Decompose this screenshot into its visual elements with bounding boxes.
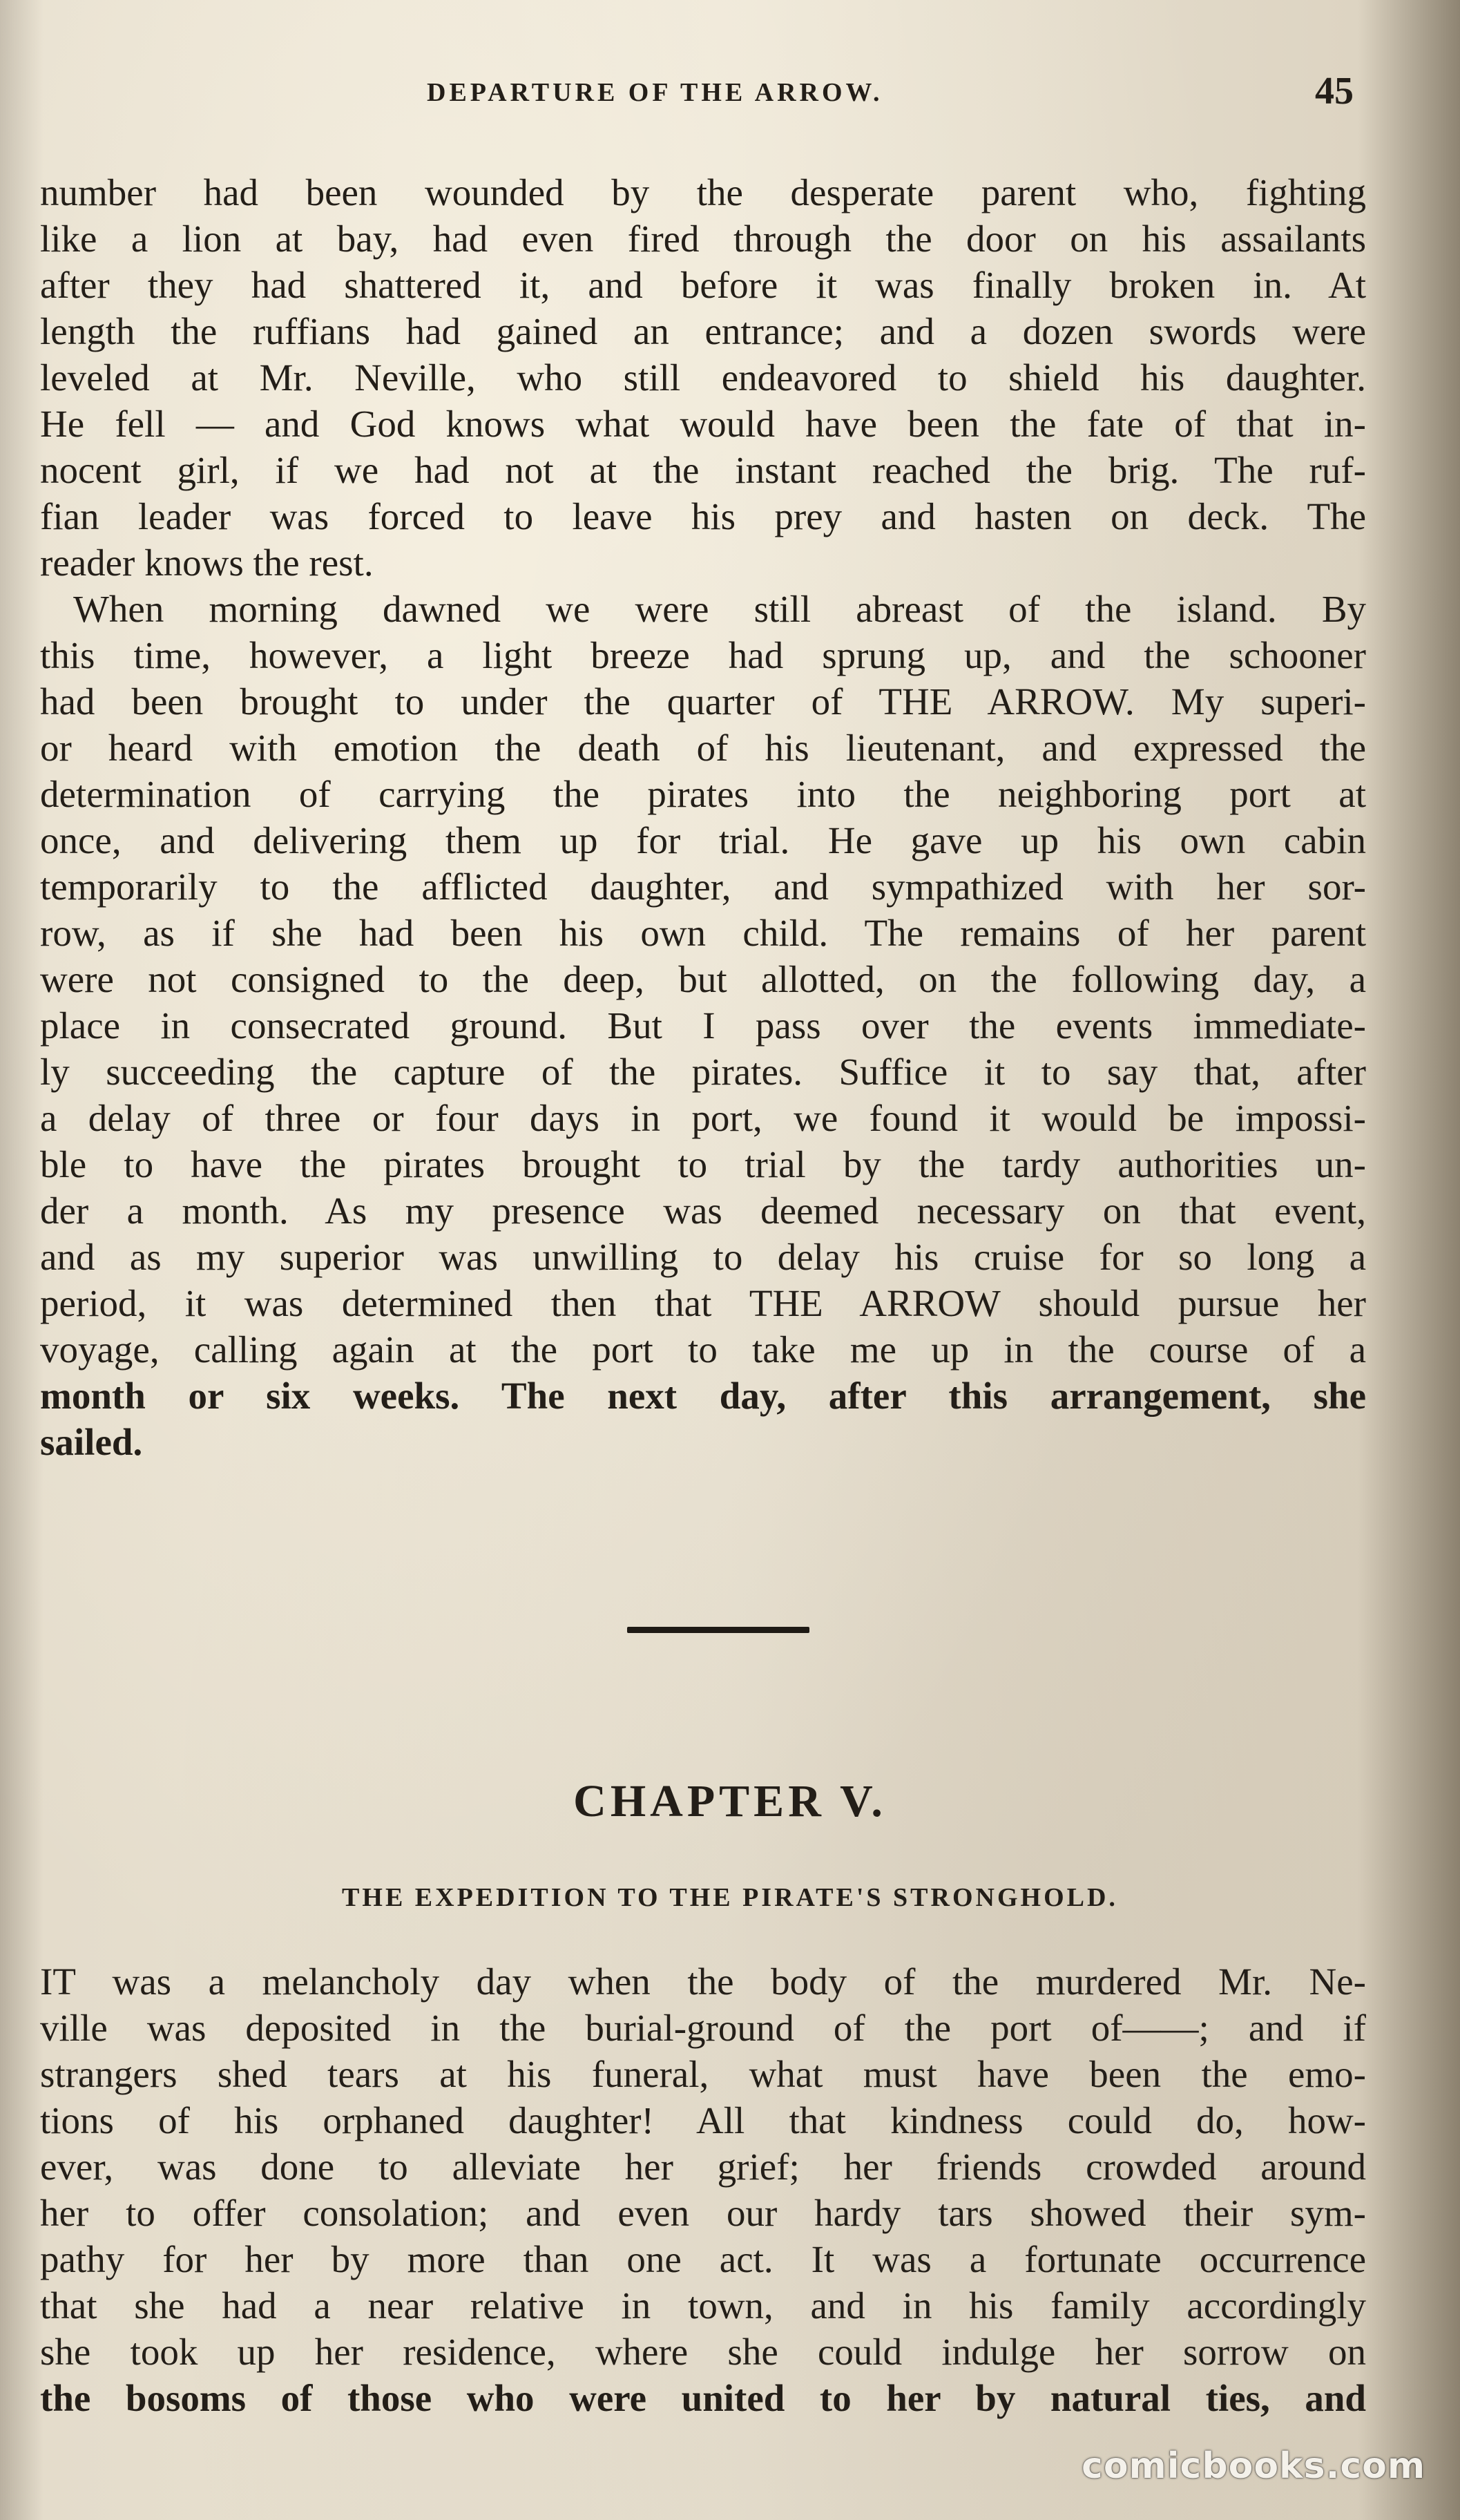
text-line: a delay of three or four days in port, we found it would be impossi- <box>40 1097 1366 1139</box>
text-line: that she had a near relative in town, and in his family accordingly <box>40 2284 1366 2327</box>
text-line: this time, however, a light breeze had sprung up, and the schooner <box>40 634 1366 676</box>
body-text <box>40 169 1366 1465</box>
text-line: month or six weeks. The next day, after this arrangement, she <box>40 1375 1366 1417</box>
text-line: temporarily to the afflicted daughter, and sympathized with her sor- <box>40 866 1366 908</box>
text-line: period, it was determined then that THE ARROW should pursue her <box>40 1282 1366 1324</box>
text-line: pathy for her by more than one act. It was a fortunate occurrence <box>40 2238 1366 2280</box>
watermark-logo: comicbooks.com <box>1082 2445 1426 2487</box>
text-line: IT was a melancholy day when the body of the murdered Mr. Ne- <box>40 1960 1366 2003</box>
chapter-subtitle: THE EXPEDITION TO THE PIRATE'S STRONGHOLD. <box>342 1883 1118 1912</box>
text-line: place in consecrated ground. But I pass over the events immediate- <box>40 1004 1366 1047</box>
text-line: determination of carrying the pirates into the neighboring port at <box>40 773 1366 815</box>
text-line: the bosoms of those who were united to her by natural ties, and <box>40 2377 1366 2419</box>
text-line: leveled at Mr. Neville, who still endeavored to shield his daughter. <box>40 356 1366 399</box>
running-head <box>0 69 1460 111</box>
text-line: after they had shattered it, and before it was finally broken in. At <box>40 264 1366 306</box>
chapter-title: CHAPTER V. <box>573 1776 887 1826</box>
text-line: der a month. As my presence was deemed necessary on that event, <box>40 1190 1366 1232</box>
text-line: ly succeeding the capture of the pirates. Suffice it to say that, after <box>40 1051 1366 1093</box>
text-line: tions of his orphaned daughter! All that kindness could do, how- <box>40 2099 1366 2141</box>
text-line: or heard with emotion the death of his lieutenant, and expressed the <box>40 727 1366 769</box>
text-line: ever, was done to alleviate her grief; her friends crowded around <box>40 2146 1366 2188</box>
text-line: He fell — and God knows what would have been the fate of that in- <box>40 403 1366 445</box>
text-line: were not consigned to the deep, but allotted, on the following day, a <box>40 958 1366 1000</box>
text-line: she took up her residence, where she could indulge her sorrow on <box>40 2331 1366 2373</box>
text-line: had been brought to under the quarter of THE ARROW. My superi- <box>40 680 1366 723</box>
section-divider <box>627 1627 809 1633</box>
text-line: her to offer consolation; and even our hardy tars showed their sym- <box>40 2192 1366 2234</box>
chapter-text <box>40 1958 1366 2421</box>
running-title: DEPARTURE OF THE ARROW. <box>427 78 883 107</box>
text-line: sailed. <box>40 1421 143 1463</box>
text-line: voyage, calling again at the port to take me up in the course of a <box>40 1328 1366 1371</box>
text-line: strangers shed tears at his funeral, what must have been the emo- <box>40 2053 1366 2095</box>
text-line: reader knows the rest. <box>40 542 374 584</box>
text-line: ville was deposited in the burial-ground of the port of——; and if <box>40 2007 1366 2049</box>
page-number: 45 <box>1315 70 1354 113</box>
text-line: row, as if she had been his own child. The remains of her parent <box>40 912 1366 954</box>
text-line: ble to have the pirates brought to trial by the tardy authorities un- <box>40 1143 1366 1185</box>
text-line: When morning dawned we were still abreast of the island. By <box>73 588 1366 630</box>
text-line: once, and delivering them up for trial. He gave up his own cabin <box>40 819 1366 861</box>
text-line: fian leader was forced to leave his prey and hasten on deck. The <box>40 495 1366 537</box>
text-line: length the ruffians had gained an entrance; and a dozen swords were <box>40 310 1366 352</box>
text-line: nocent girl, if we had not at the instant reached the brig. The ruf- <box>40 449 1366 491</box>
text-line: and as my superior was unwilling to delay his cruise for so long a <box>40 1236 1366 1278</box>
text-line: like a lion at bay, had even fired through the door on his assailants <box>40 218 1366 260</box>
text-line: number had been wounded by the desperate parent who, fighting <box>40 171 1366 213</box>
